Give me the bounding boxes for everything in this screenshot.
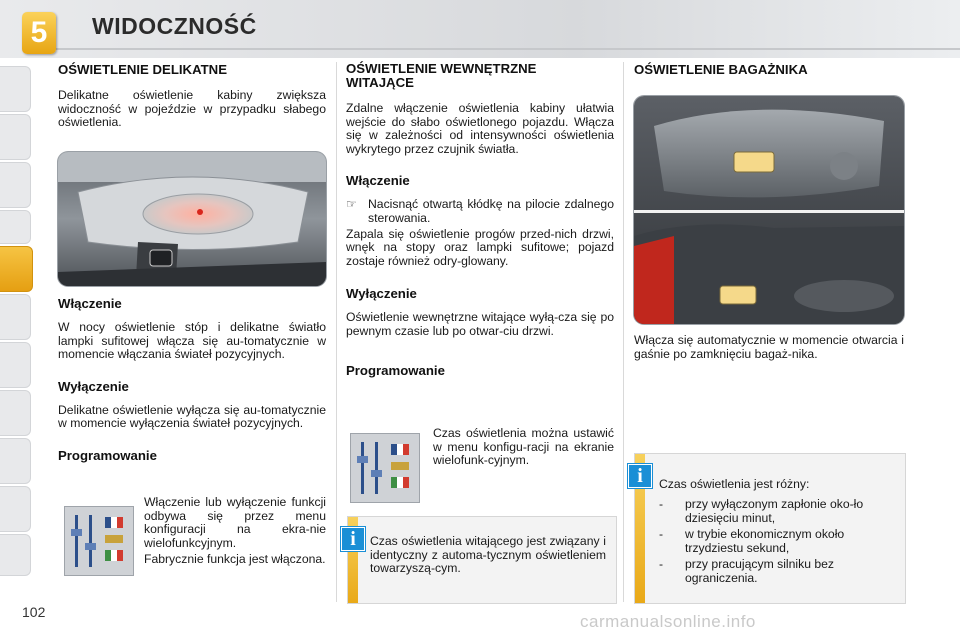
chapter-tab-3[interactable] bbox=[0, 162, 31, 208]
soft-lighting-details bbox=[58, 296, 326, 463]
subheading-switch-on: Włączenie bbox=[58, 296, 122, 311]
list-item: - w trybie ekonomicznym około trzydziestu sekund, bbox=[659, 527, 845, 555]
soft-lighting-intro: Delikatne oświetlenie kabiny zwiększa widoczność w pojeździe w przypadku słabego oświetlenia. bbox=[58, 88, 326, 130]
instruction-text: Nacisnąć otwartą kłódkę na pilocie zdalnego sterowania. bbox=[368, 197, 614, 225]
section-heading-boot-lighting: OŚWIETLENIE BAGAŻNIKA bbox=[634, 62, 808, 77]
subheading-switch-off: Wyłączenie bbox=[58, 378, 129, 394]
duration-list bbox=[659, 498, 899, 589]
column-boot-lighting bbox=[634, 62, 904, 77]
column-divider bbox=[623, 62, 624, 602]
welcome-lighting-programming-text: Czas oświetlenia można ustawić w menu konfigu-racji na ekranie wielofunk-cyjnym. bbox=[433, 426, 614, 468]
soft-lighting-off-text: Delikatne oświetlenie wyłącza się au-tomatycznie w momencie wyłączenia świateł pozycyjnych. bbox=[58, 402, 326, 431]
info-text: Czas oświetlenia witającego jest związany i identyczny z automa-tycznym oświetleniem towarzyszą-cym. bbox=[370, 534, 606, 576]
pointing-hand-icon: ☞ bbox=[346, 197, 357, 212]
boot-lighting-description bbox=[634, 334, 904, 361]
info-icon: i bbox=[341, 527, 365, 551]
chapter-tab-11[interactable] bbox=[0, 534, 31, 576]
section-heading-soft-lighting: OŚWIETLENIE DELIKATNE bbox=[58, 62, 227, 77]
subheading-switch-off: Wyłączenie bbox=[346, 286, 417, 302]
chapter-title: WIDOCZNOŚĆ bbox=[92, 13, 257, 39]
page-number: 102 bbox=[22, 604, 46, 620]
settings-slider-icon bbox=[350, 433, 420, 503]
photo-ceiling-lamp bbox=[58, 152, 326, 286]
soft-lighting-factory-default: Fabrycznie funkcja jest włączona. bbox=[144, 552, 326, 567]
list-item: - przy pracującym silniku bez ograniczenia. bbox=[659, 557, 835, 585]
soft-lighting-programming bbox=[144, 496, 326, 567]
subheading-programming: Programowanie bbox=[58, 447, 157, 463]
chapter-tab-5-active[interactable] bbox=[0, 246, 33, 292]
chapter-tab-1[interactable] bbox=[0, 66, 31, 112]
list-item: - przy wyłączonym zapłonie oko-ło dziesięciu minut, bbox=[659, 497, 864, 525]
welcome-lighting-programming bbox=[433, 427, 614, 468]
section-heading-welcome-lighting: OŚWIETLENIE WEWNĘTRZNE WITAJĄCE bbox=[346, 61, 537, 90]
watermark: carmanualsonline.info bbox=[580, 612, 756, 631]
column-divider bbox=[336, 62, 337, 602]
welcome-lighting-on-text: Zapala się oświetlenie progów przed-nich drzwi, wnęk na stopy oraz lampki sufitowe; pojazd zostaje również odry-glowany. bbox=[346, 226, 614, 268]
header-rule bbox=[46, 48, 960, 50]
chapter-tab-7[interactable] bbox=[0, 342, 31, 388]
welcome-lighting-off-text: Oświetlenie wewnętrzne witające wyłą-cza się po pewnym czasie lub po otwar-ciu drzwi. bbox=[346, 310, 614, 338]
chapter-tab-2[interactable] bbox=[0, 114, 31, 160]
column-soft-lighting bbox=[58, 62, 326, 130]
chapter-tab-8[interactable] bbox=[0, 390, 31, 436]
info-icon: i bbox=[628, 464, 652, 488]
column-welcome-lighting bbox=[346, 62, 614, 378]
chapter-number-badge: 5 bbox=[22, 12, 56, 54]
settings-slider-icon bbox=[64, 506, 134, 576]
welcome-lighting-intro: Zdalne włączenie oświetlenia kabiny ułatwia wejście do słabo oświetlonego pojazdu. Włącza się w zależności od intensywności oświetlenia wykrytego przez czujnik światła. bbox=[346, 101, 614, 156]
soft-lighting-programming-text: Włączenie lub wyłączenie funkcji odbywa się przez menu konfiguracji na ekra-nie wielofunkcyjnym. bbox=[144, 495, 326, 550]
instruction-bullet bbox=[346, 198, 614, 225]
info-box-lighting-duration bbox=[634, 453, 906, 604]
subheading-programming: Programowanie bbox=[346, 362, 445, 378]
photo-boot-lamps bbox=[634, 96, 904, 324]
chapter-tab-10[interactable] bbox=[0, 486, 31, 532]
chapter-tab-4[interactable] bbox=[0, 210, 31, 244]
chapter-tab-9[interactable] bbox=[0, 438, 31, 484]
boot-lighting-text: Włącza się automatycznie w momencie otwarcia i gaśnie po zamknięciu bagaż-nika. bbox=[634, 333, 904, 361]
chapter-tab-6[interactable] bbox=[0, 294, 31, 340]
subheading-switch-on: Włączenie bbox=[346, 173, 410, 189]
info-box-welcome-duration bbox=[347, 516, 617, 604]
info-title: Czas oświetlenia jest różny: bbox=[659, 477, 810, 491]
soft-lighting-on-text: W nocy oświetlenie stóp i delikatne światło lampki sufitowej włącza się au-tomatycznie w momencie włączania świateł pozycyjnych. bbox=[58, 320, 326, 362]
